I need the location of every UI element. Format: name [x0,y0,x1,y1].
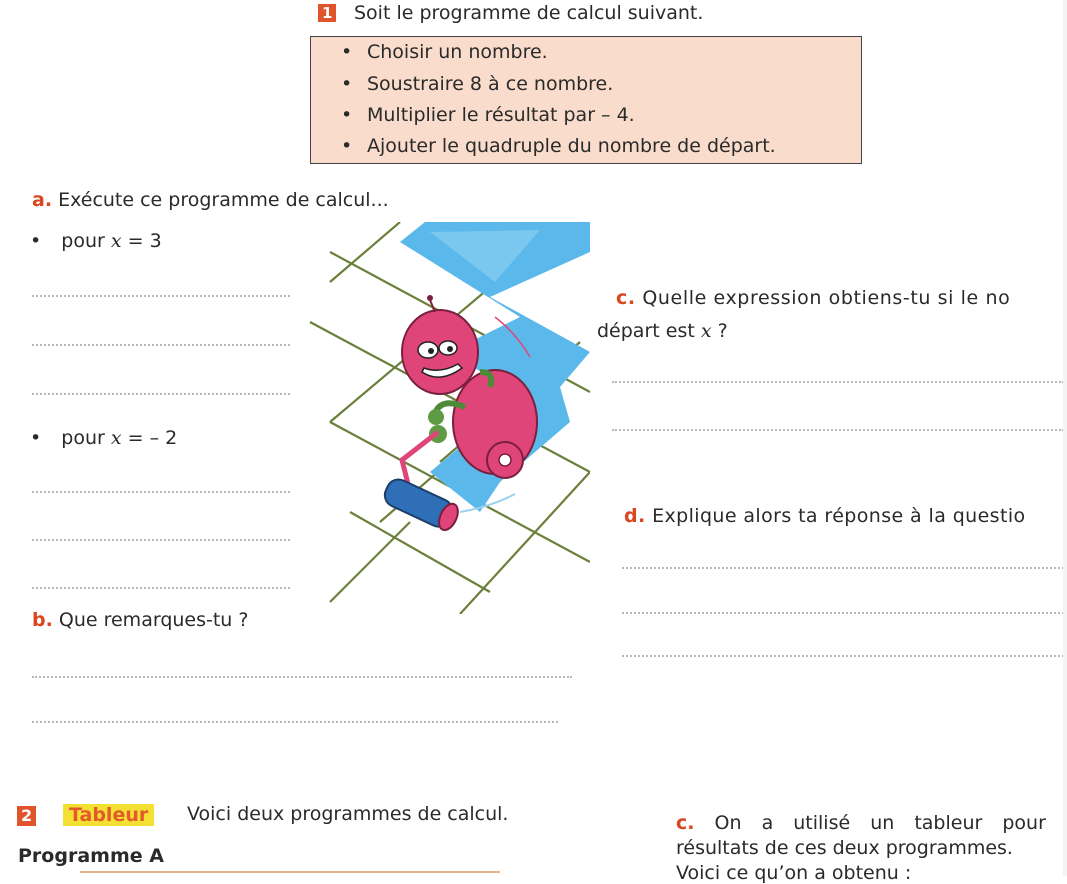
answer-line[interactable] [32,344,290,346]
answer-line[interactable] [32,393,290,395]
question-2c [676,812,1046,834]
exercise-intro: Soit le programme de calcul suivant. [354,2,704,24]
answer-line[interactable] [32,539,290,541]
question-text: départ est [597,320,695,342]
answer-line[interactable] [32,676,572,678]
robot-antenna-tip [427,295,433,301]
program-step [341,73,614,95]
answer-line[interactable] [32,721,558,723]
question-text: ? [717,320,728,342]
question-letter: c. [676,812,695,834]
variable: x [110,427,122,449]
program-step [341,104,635,126]
question-letter: a. [32,189,53,211]
variable: x [700,320,712,342]
program-a-heading: Programme A [18,845,164,867]
robot-eye [418,342,438,358]
case-value: = – 2 [127,427,178,449]
question-text: On a utilisé un tableur pour [714,812,1046,834]
bullet-icon: • [341,104,353,126]
bullet-icon: • [341,73,353,95]
question-b [32,609,248,631]
bullet-icon: • [30,230,42,252]
bullet-icon: • [30,427,42,449]
answer-line[interactable] [622,655,1064,657]
program-step-text: Ajouter le quadruple du nombre de départ. [367,135,776,157]
program-step [341,41,548,63]
robot-hand [428,409,444,425]
program-step-text: Choisir un nombre. [367,41,548,63]
question-2c-line3: Voici ce qu’on a obtenu : [676,862,912,884]
question-text: Explique alors ta réponse à la questio [652,505,1026,527]
question-letter: b. [32,609,53,631]
bullet-icon: • [341,41,353,63]
question-c-line2 [597,320,728,342]
question-c [616,287,1010,309]
question-letter: d. [624,505,646,527]
question-d [624,505,1026,527]
question-2c-line2: résultats de ces deux programmes. [676,837,1013,859]
case-x-3 [30,230,162,252]
program-step-text: Multiplier le résultat par – 4. [367,104,635,126]
robot-wheel-hub [499,454,511,466]
question-letter: c. [616,287,636,309]
program-box [310,36,862,164]
question-text: Exécute ce programme de calcul... [58,189,389,211]
robot-painting-illustration [290,222,590,614]
case-label: pour [61,230,105,252]
program-step-text: Soustraire 8 à ce nombre. [367,73,614,95]
case-label: pour [61,427,105,449]
question-text: Que remarques-tu ? [58,609,249,631]
exercise-number-badge: 2 [17,806,36,826]
exercise-intro: Voici deux programmes de calcul. [187,803,509,825]
answer-line[interactable] [32,295,290,297]
program-a-box-edge [80,871,500,873]
page-edge [1063,0,1067,876]
question-a [32,189,389,211]
answer-line[interactable] [32,491,290,493]
exercise-number-badge: 1 [318,4,336,22]
program-step [341,135,776,157]
answer-line[interactable] [622,567,1064,569]
tableur-tag: Tableur [63,804,154,826]
question-text: Quelle expression obtiens-tu si le no [642,287,1011,309]
case-x-minus-2 [30,427,177,449]
bullet-icon: • [341,135,353,157]
case-value: = 3 [127,230,162,252]
answer-line[interactable] [612,381,1064,383]
answer-line[interactable] [622,612,1064,614]
answer-line[interactable] [32,587,290,589]
variable: x [110,230,122,252]
answer-line[interactable] [612,429,1064,431]
